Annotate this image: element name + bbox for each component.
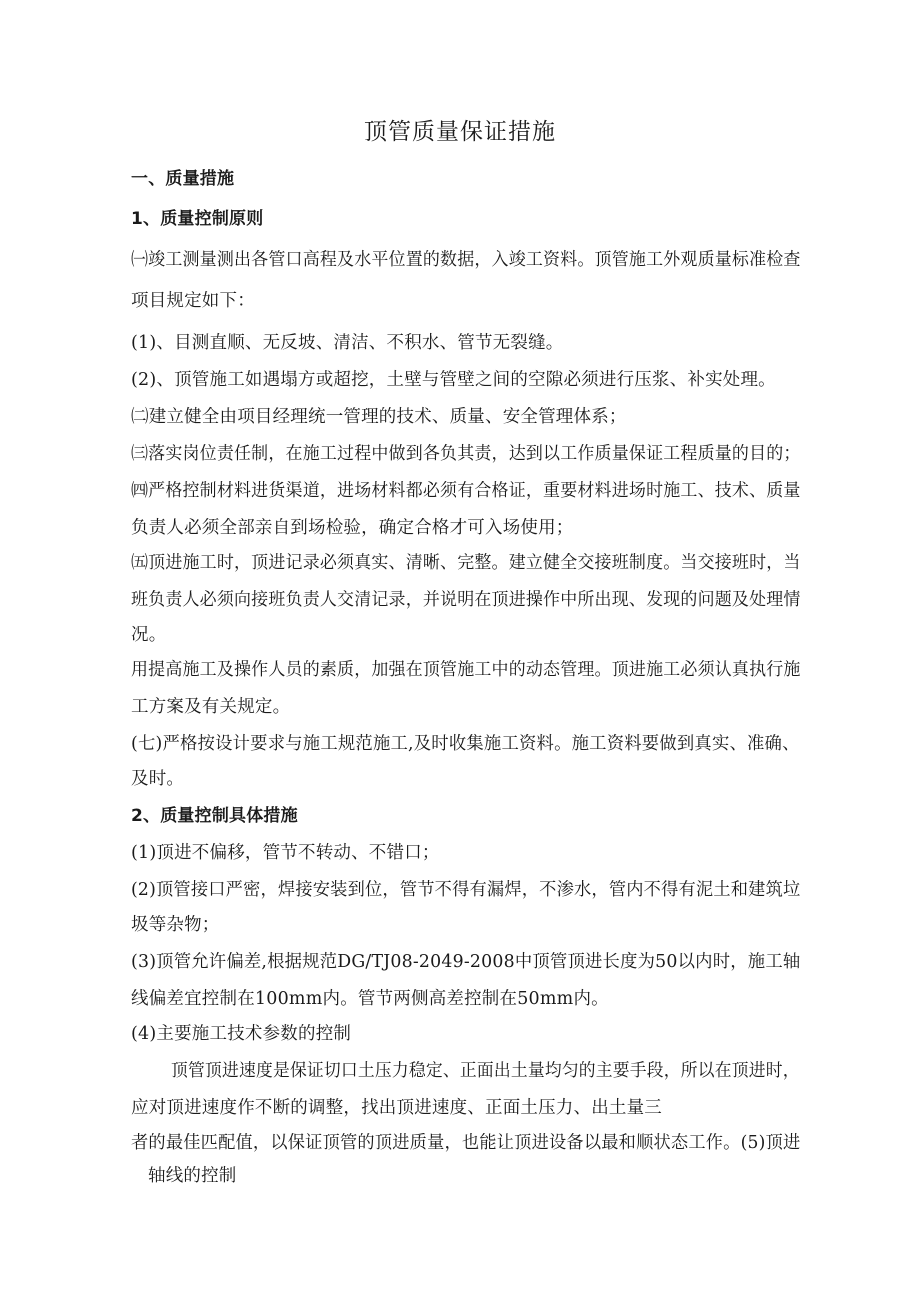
- paragraph-line: ㈤顶进施工时，顶进记录必须真实、清晰、完整。建立健全交接班制度。当交接班时，当: [131, 553, 801, 573]
- paragraph-line: 应对顶进速度作不断的调整，找出顶进速度、正面土压力、出土量三: [131, 1098, 662, 1118]
- paragraph-line: 线偏差宜控制在100mm内。管节两侧高差控制在50mm内。: [131, 989, 609, 1009]
- paragraph-line: 项目规定如下：: [131, 291, 255, 311]
- paragraph-line: ㈢落实岗位责任制，在施工过程中做到各负其责，达到以工作质量保证工程质量的目的；: [131, 444, 801, 464]
- paragraph-line: (1)、目测直顺、无反坡、清洁、不积水、管节无裂缝。: [131, 333, 564, 353]
- section-heading: 一、质量措施: [131, 169, 235, 189]
- subsection-heading: 1、质量控制原则: [131, 209, 264, 229]
- paragraph-line: 者的最佳匹配值，以保证顶管的顶进质量，也能让顶进设备以最和顺状态工作。(5)顶进: [131, 1133, 801, 1153]
- paragraph-line: 及时。: [131, 769, 185, 789]
- paragraph-line: 负责人必须全部亲自到场检验，确定合格才可入场使用；: [131, 518, 574, 538]
- paragraph-line: (七)严格按设计要求与施工规范施工,及时收集施工资料。施工资料要做到真实、准确、: [131, 734, 800, 754]
- paragraph-line: ㈣严格控制材料进货渠道，进场材料都必须有合格证，重要材料进场时施工、技术、质量: [131, 481, 801, 501]
- paragraph-line: ㈠竣工测量测出各管口高程及水平位置的数据，入竣工资料。顶管施工外观质量标准检查: [131, 250, 801, 270]
- paragraph-line: (3)顶管允许偏差,根据规范DG/TJ08-2049-2008中顶管顶进长度为50以内时，施工轴: [131, 952, 801, 972]
- paragraph-line: 工方案及有关规定。: [131, 697, 291, 717]
- paragraph-line: 班负责人必须向接班负责人交清记录，并说明在顶进操作中所出现、发现的问题及处理情: [131, 590, 801, 610]
- paragraph-line: 顶管顶进速度是保证切口土压力稳定、正面出土量均匀的主要手段，所以在顶进时，: [171, 1061, 800, 1081]
- paragraph-line: (2)顶管接口严密，焊接安装到位，管节不得有漏焊，不渗水，管内不得有泥土和建筑垃: [131, 880, 801, 900]
- paragraph-line: 轴线的控制: [148, 1166, 237, 1186]
- paragraph-line: ㈡建立健全由项目经理统一管理的技术、质量、安全管理体系；: [131, 407, 627, 427]
- subsection-heading: 2、质量控制具体措施: [131, 806, 298, 826]
- paragraph-line: (1)顶进不偏移，管节不转动、不错口；: [131, 843, 440, 863]
- paragraph-line: 用提高施工及操作人员的素质，加强在顶管施工中的动态管理。顶进施工必须认真执行施: [131, 660, 801, 680]
- paragraph-line: 况。: [131, 625, 167, 645]
- paragraph-line: (2)、顶管施工如遇塌方或超挖，土壁与管壁之间的空隙必须进行压浆、补实处理。: [131, 370, 776, 390]
- page-title: 顶管质量保证措施: [364, 119, 556, 145]
- paragraph-line: 圾等杂物；: [131, 915, 220, 935]
- paragraph-line: (4)主要施工技术参数的控制: [131, 1024, 352, 1044]
